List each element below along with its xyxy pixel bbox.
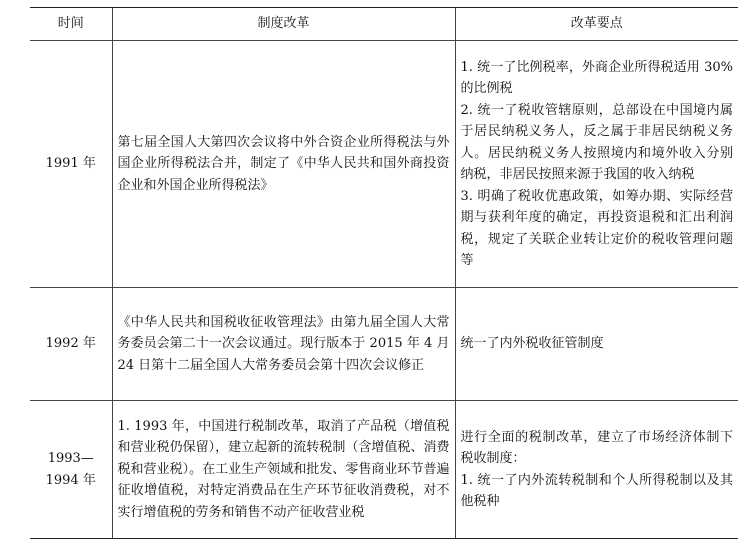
- row-reform: 1. 1993 年，中国进行税制改革，取消了产品税（增值税和营业税仍保留），建立起新的流转税制（含增值税、消费税和营业税）。在工业生产领域和批发、零售商业环节普遍征收增值税，对特定消费品在生产环节征收消费税，对不实行增值税的劳务和销售不动产征收营业税: [112, 401, 455, 539]
- header-reform: 制度改革: [112, 8, 455, 41]
- row-time-line: 1993—: [47, 451, 94, 466]
- row-points: [455, 288, 738, 401]
- header-points: 改革要点: [455, 8, 738, 41]
- row-points: [455, 41, 738, 288]
- row-reform: 第七届全国人大第四次会议将中外合资企业所得税法与外国企业所得税法合并，制定了《中华人民共和国外商投资企业和外国企业所得税法》: [112, 41, 455, 288]
- point-item: 2. 统一了税收管辖原则，总部设在中国境内属于居民纳税义务人，反之属于非居民纳税义务人。居民纳税义务人按照境内和境外收入分别纳税，非居民按照来源于我国的收入纳税: [460, 102, 733, 182]
- row-time: [30, 401, 112, 539]
- row-time: 1991 年: [30, 41, 112, 288]
- row-reform: 《中华人民共和国税收征收管理法》由第九届全国人大常务委员会第二十一次会议通过。现行版本于 2015 年 4 月 24 日第十二届全国人大常务委员会第十四次会议修正: [112, 288, 455, 401]
- row-points: [455, 401, 738, 539]
- point-item: 进行全面的税制改革，建立了市场经济体制下税收制度：: [460, 429, 733, 466]
- table-row: [30, 401, 738, 539]
- point-item: 1. 统一了内外流转税制和个人所得税制以及其他税种: [460, 472, 733, 509]
- table-header-row: [30, 8, 738, 41]
- row-time-line: 1994 年: [45, 472, 96, 488]
- tax-reform-table: [30, 7, 738, 539]
- header-time: 时间: [30, 8, 112, 41]
- point-item: 1. 统一了比例税率，外商企业所得税适用 30%的比例税: [460, 59, 733, 96]
- table-row: [30, 288, 738, 401]
- point-item: 统一了内外税收征管制度: [460, 336, 604, 352]
- point-item: 3. 明确了税收优惠政策，如筹办期、实际经营期与获利年度的确定，再投资退税和汇出利润税，规定了关联企业转让定价的税收管理问题等: [460, 188, 733, 268]
- row-time: 1992 年: [30, 288, 112, 401]
- table-row: [30, 41, 738, 288]
